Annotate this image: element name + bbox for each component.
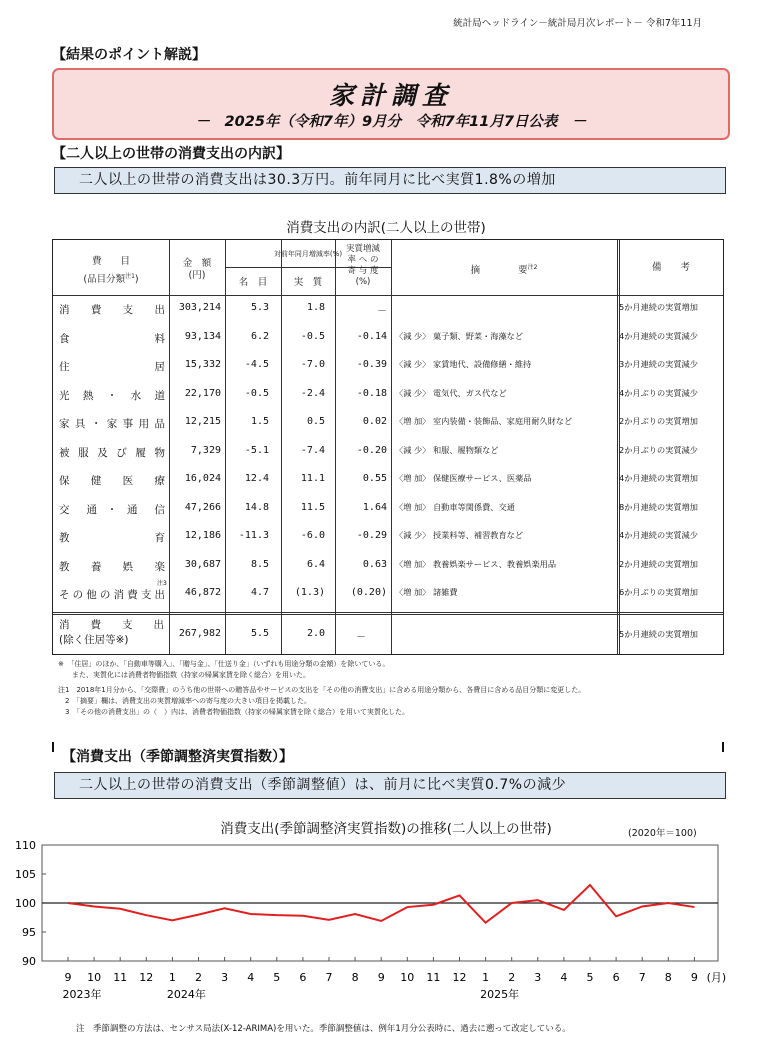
row-summary: 〈減 少〉 菓子類、野菜・海藻など [395,330,524,341]
row-contribution: -0.29 [356,530,387,541]
header-item: 費 目 [91,256,130,267]
header-remarks: 備 考 [651,262,690,273]
x-tick-label: 2 [195,971,202,984]
row-nominal: 5.3 [250,302,269,313]
x-tick-label: 7 [325,971,333,984]
footnote: 注 季節調整の方法は、センサス局法(X-12-ARIMA)を用いた。季節調整値は、例年1月分公表時に、過去に遡って改定している。 [76,1024,571,1034]
x-tick-label: 3 [534,971,542,984]
row-summary: 〈増 加〉 室内装備・装飾品、家庭用耐久財など [395,416,573,426]
row-nominal: -11.3 [238,530,269,541]
x-tick-label: 10 [400,971,415,984]
row-item: 教 養 娯 楽 [59,560,165,573]
x-tick-label: 12 [452,971,467,984]
row-nominal: 8.5 [250,558,269,570]
row-real: 0.5 [306,416,325,427]
row-amount: 12,215 [184,416,221,427]
row-nominal: 4.7 [250,587,269,598]
row-contribution: 1.64 [362,501,387,513]
table-note-line: 2 「摘要」欄は、消費支出の実質増減率への寄与度の大きい項目を掲載した。 [58,697,311,705]
row-summary: 〈減 少〉 授業料等、補習教育など [395,530,524,540]
x-tick-label: 1 [168,971,176,984]
row-amount: 47,266 [184,501,221,513]
last-row-amount: 267,982 [178,628,221,639]
row-amount: 93,134 [184,330,221,342]
row-remark: 4か月連続の実質減少 [619,330,698,341]
row-nominal: -5.1 [244,444,269,456]
row-item: 保 健 医 療 [59,475,165,487]
row-nominal: -0.5 [244,387,269,399]
row-real: (1.3) [294,587,325,598]
consumption-chart [0,835,772,1015]
x-tick-label: 8 [351,971,359,984]
table-note-line: 注1 2018年1月分から、「交際費」のうち他の世帯への贈答品やサービスの支出を「その他の消費支出」に含める用途分類から、各費目に含める品目分類に変更した。 [58,686,586,694]
header-yoy: 対前年同月増減率(%) [273,250,343,258]
row-item: 食 料 [59,332,165,345]
row-amount: 16,024 [184,473,221,484]
row-item: 被 服 及 び 履 物 [59,446,165,459]
row-item-note: 注3 [157,580,167,587]
table-title: 消費支出の内訳(二人以上の世帯) [286,220,486,236]
x-tick-label: 10 [87,971,102,984]
report-header: 統計局ヘッドライン－統計局月次レポート－ 令和7年11月 [453,18,702,29]
x-tick-label: 11 [113,971,128,984]
x-tick-label: 2 [508,971,516,984]
section2-heading: 【消費支出（季節調整済実質指数）】 [62,749,293,765]
row-contribution: -0.14 [356,330,387,342]
x-tick-label: 6 [612,971,620,984]
expenditure-table [52,239,724,655]
row-contribution: -0.18 [356,387,387,399]
x-tick-label: 12 [139,971,154,984]
row-item: その他の消費支出 [59,589,165,601]
x-tick-label: 9 [64,971,72,984]
row-real: -2.4 [300,387,325,399]
row-remark: 4か月連続の実質増加 [619,473,698,483]
x-tick-label: 9 [690,971,698,984]
row-item: 家具・家事用品 [59,418,165,430]
x-tick-label: 5 [586,971,594,984]
last-row-nominal: 5.5 [250,628,269,639]
chart-title: 消費支出(季節調整済実質指数)の推移(二人以上の世帯) [220,821,552,837]
row-remark: 3か月連続の実質減少 [619,359,698,369]
row-contribution: 0.55 [362,473,387,484]
title-box [52,68,730,140]
row-item: 交 通 ・ 通 信 [59,503,165,516]
series-line [68,885,694,923]
x-tick-label: 6 [299,971,307,984]
section1-summary: 二人以上の世帯の消費支出は30.3万円。前年同月に比べ実質1.8%の増加 [54,167,726,194]
row-real: -7.4 [300,444,325,456]
y-tick-label: 100 [15,897,36,910]
last-row-remark: 5か月連続の実質増加 [619,629,698,639]
row-nominal: -4.5 [244,359,269,370]
row-summary: 〈増 加〉 諸雑費 [395,587,458,597]
row-item: 消 費 支 出 [59,304,165,316]
row-remark: 6か月ぶりの実質増加 [619,587,698,597]
row-remark: 5か月連続の実質増加 [619,302,698,312]
y-tick-label: 90 [22,955,36,968]
section-label: 【結果のポイント解説】 [52,47,206,63]
header-amount: 金 額 [182,258,212,269]
year-label: 2024年 [166,988,206,1001]
chart-base-note: (2020年＝100) [628,828,697,839]
row-contribution: -0.39 [356,359,387,370]
row-real: -7.0 [300,359,325,370]
row-contribution: － [377,306,387,317]
header-item-sub: (品目分類$^{注1}$) [83,273,139,286]
row-summary: 〈増 加〉 教養娯楽サービス、教養娯楽用品 [395,558,557,569]
row-real: -0.5 [300,330,325,342]
row-summary: 〈減 少〉 家賃地代、設備修繕・維持 [395,359,532,369]
row-nominal: 6.2 [250,330,269,342]
row-contribution: 0.02 [362,416,387,427]
row-real: -6.0 [300,530,325,541]
x-tick-label: 3 [221,971,229,984]
header-contribution: 実質増減 率 へ の 寄 与 度 (%) [345,244,380,287]
x-tick-label: 4 [247,971,255,984]
row-remark: 4か月ぶりの実質減少 [619,387,698,398]
row-real: 1.8 [306,302,325,313]
row-real: 11.1 [300,473,325,484]
y-tick-label: 95 [22,926,36,939]
row-amount: 22,170 [184,387,221,399]
row-remark: 2か月ぶりの実質減少 [619,444,698,455]
last-row-item-sub: (除く住居等※) [59,634,129,646]
page-subtitle: － 2025年（令和7年）9月分 令和7年11月7日公表 － [195,114,587,130]
x-unit-label: (月) [706,971,727,984]
row-remark: 4か月連続の実質減少 [619,530,698,540]
row-real: 6.4 [306,558,325,570]
last-row-real: 2.0 [306,628,325,639]
table-note-line: 3 「その他の消費支出」の（ ）内は、消費者物価指数（持家の帰属家賃を除く総合）を用いて実質化した。 [58,708,409,716]
row-summary: 〈減 少〉 和服、履物類など [395,444,499,455]
x-tick-label: 5 [273,971,281,984]
row-nominal: 12.4 [244,473,269,484]
row-amount: 303,214 [178,302,221,313]
year-label: 2025年 [480,988,520,1001]
row-contribution: -0.20 [356,444,387,456]
row-amount: 30,687 [184,558,221,570]
row-contribution: (0.20) [350,587,387,598]
header-summary: 摘 要$^{注2}$ [470,264,538,277]
row-real: 11.5 [300,501,325,513]
table-note-line: また、実質化には消費者物価指数（持家の帰属家賃を除く総合）を用いた。 [58,671,310,679]
section2-summary: 二人以上の世帯の消費支出（季節調整値）は、前月に比べ実質0.7%の減少 [54,772,726,799]
x-tick-label: 8 [664,971,672,984]
row-remark: 2か月連続の実質増加 [619,558,698,569]
header-amount-unit: (円) [188,270,206,281]
y-tick-label: 105 [15,868,36,881]
row-summary: 〈減 少〉 電気代、ガス代など [395,387,507,398]
x-tick-label: 4 [560,971,568,984]
row-summary: 〈増 加〉 自動車等関係費、交通 [395,501,515,512]
row-amount: 15,332 [184,359,221,370]
x-tick-label: 7 [638,971,646,984]
row-item: 光 熱 ・ 水 道 [59,389,165,402]
x-tick-label: 9 [377,971,385,984]
row-nominal: 14.8 [244,501,269,513]
page-title: 家計調査 [328,81,453,110]
row-item: 住 居 [59,361,165,373]
table-note-line: ※ 「住居」のほか、「自動車等購入」、「贈与金」、「仕送り金」（いずれも用途分類の金額）を除いている。 [58,660,390,668]
row-amount: 12,186 [184,530,221,541]
last-row-item: 消 費 支 出 [59,619,164,631]
row-amount: 7,329 [190,444,221,456]
table-notes [58,659,585,718]
header-real: 実 質 [293,277,323,288]
row-remark: 8か月連続の実質増加 [619,501,698,512]
row-summary: 〈増 加〉 保健医療サービス、医薬品 [395,473,532,483]
row-nominal: 1.5 [250,416,269,427]
row-contribution: 0.63 [362,558,387,570]
header-nominal: 名 目 [238,277,268,288]
row-item: 教 育 [59,532,165,544]
y-tick-label: 110 [15,839,36,852]
section1-heading: 【二人以上の世帯の消費支出の内訳】 [52,146,290,162]
row-remark: 2か月ぶりの実質増加 [619,416,698,426]
year-label: 2023年 [62,988,102,1001]
x-tick-label: 1 [482,971,490,984]
x-tick-label: 11 [426,971,441,984]
row-amount: 46,872 [184,587,221,598]
last-row-contrib: － [356,632,366,643]
